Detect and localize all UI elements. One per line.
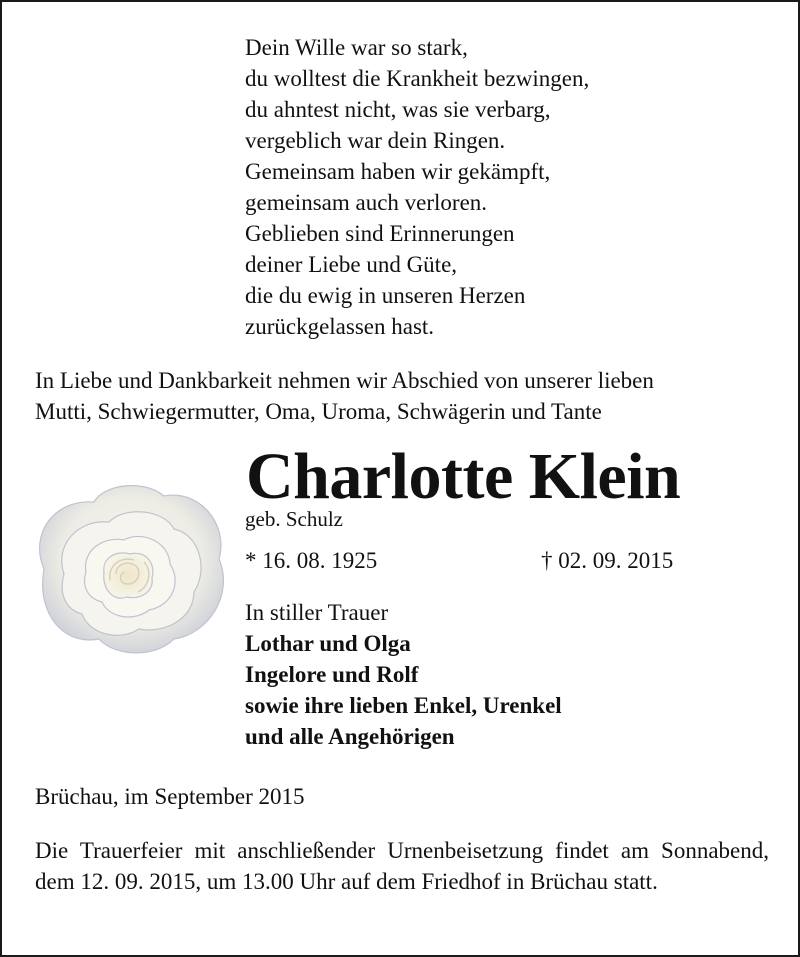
poem-line: zurückgelassen hast. xyxy=(245,314,435,339)
mourning-heading: In stiller Trauer xyxy=(245,600,389,625)
poem xyxy=(245,32,589,342)
poem-line: vergeblich war dein Ringen. xyxy=(245,128,506,153)
intro-line: Mutti, Schwiegermutter, Oma, Uroma, Schwägerin und Tante xyxy=(35,399,602,424)
mourner-line: Ingelore und Rolf xyxy=(245,662,419,687)
poem-line: Gemeinsam haben wir gekämpft, xyxy=(245,159,551,184)
place-and-date: Brüchau, im September 2015 xyxy=(35,784,305,809)
poem-line: Dein Wille war so stark, xyxy=(245,35,468,60)
deceased-name: Charlotte Klein xyxy=(246,440,681,513)
farewell-intro xyxy=(35,365,654,427)
funeral-notice: Die Trauerfeier mit anschließender Urnenbeisetzung findet am Sonnabend, dem 12. 09. 2015, um 13.00 Uhr auf dem Friedhof in Brüchau statt. xyxy=(35,838,769,894)
death-date: † 02. 09. 2015 xyxy=(541,548,674,573)
mourner-line: Lothar und Olga xyxy=(245,631,411,656)
mourners-block xyxy=(245,597,562,752)
poem-line: die du ewig in unseren Herzen xyxy=(245,283,526,308)
poem-line: du wolltest die Krankheit bezwingen, xyxy=(245,66,590,91)
poem-line: deiner Liebe und Güte, xyxy=(245,252,458,277)
intro-line: In Liebe und Dankbarkeit nehmen wir Abschied von unserer lieben xyxy=(35,368,654,393)
poem-line: Geblieben sind Erinnerungen xyxy=(245,221,515,246)
white-rose-icon xyxy=(24,474,234,659)
mourner-line: und alle Angehörigen xyxy=(245,724,455,749)
poem-line: du ahntest nicht, was sie verbarg, xyxy=(245,97,551,122)
mourner-line: sowie ihre lieben Enkel, Urenkel xyxy=(245,693,562,718)
birth-date: * 16. 08. 1925 xyxy=(245,548,378,573)
poem-line: gemeinsam auch verloren. xyxy=(245,190,488,215)
maiden-name: geb. Schulz xyxy=(245,507,343,531)
